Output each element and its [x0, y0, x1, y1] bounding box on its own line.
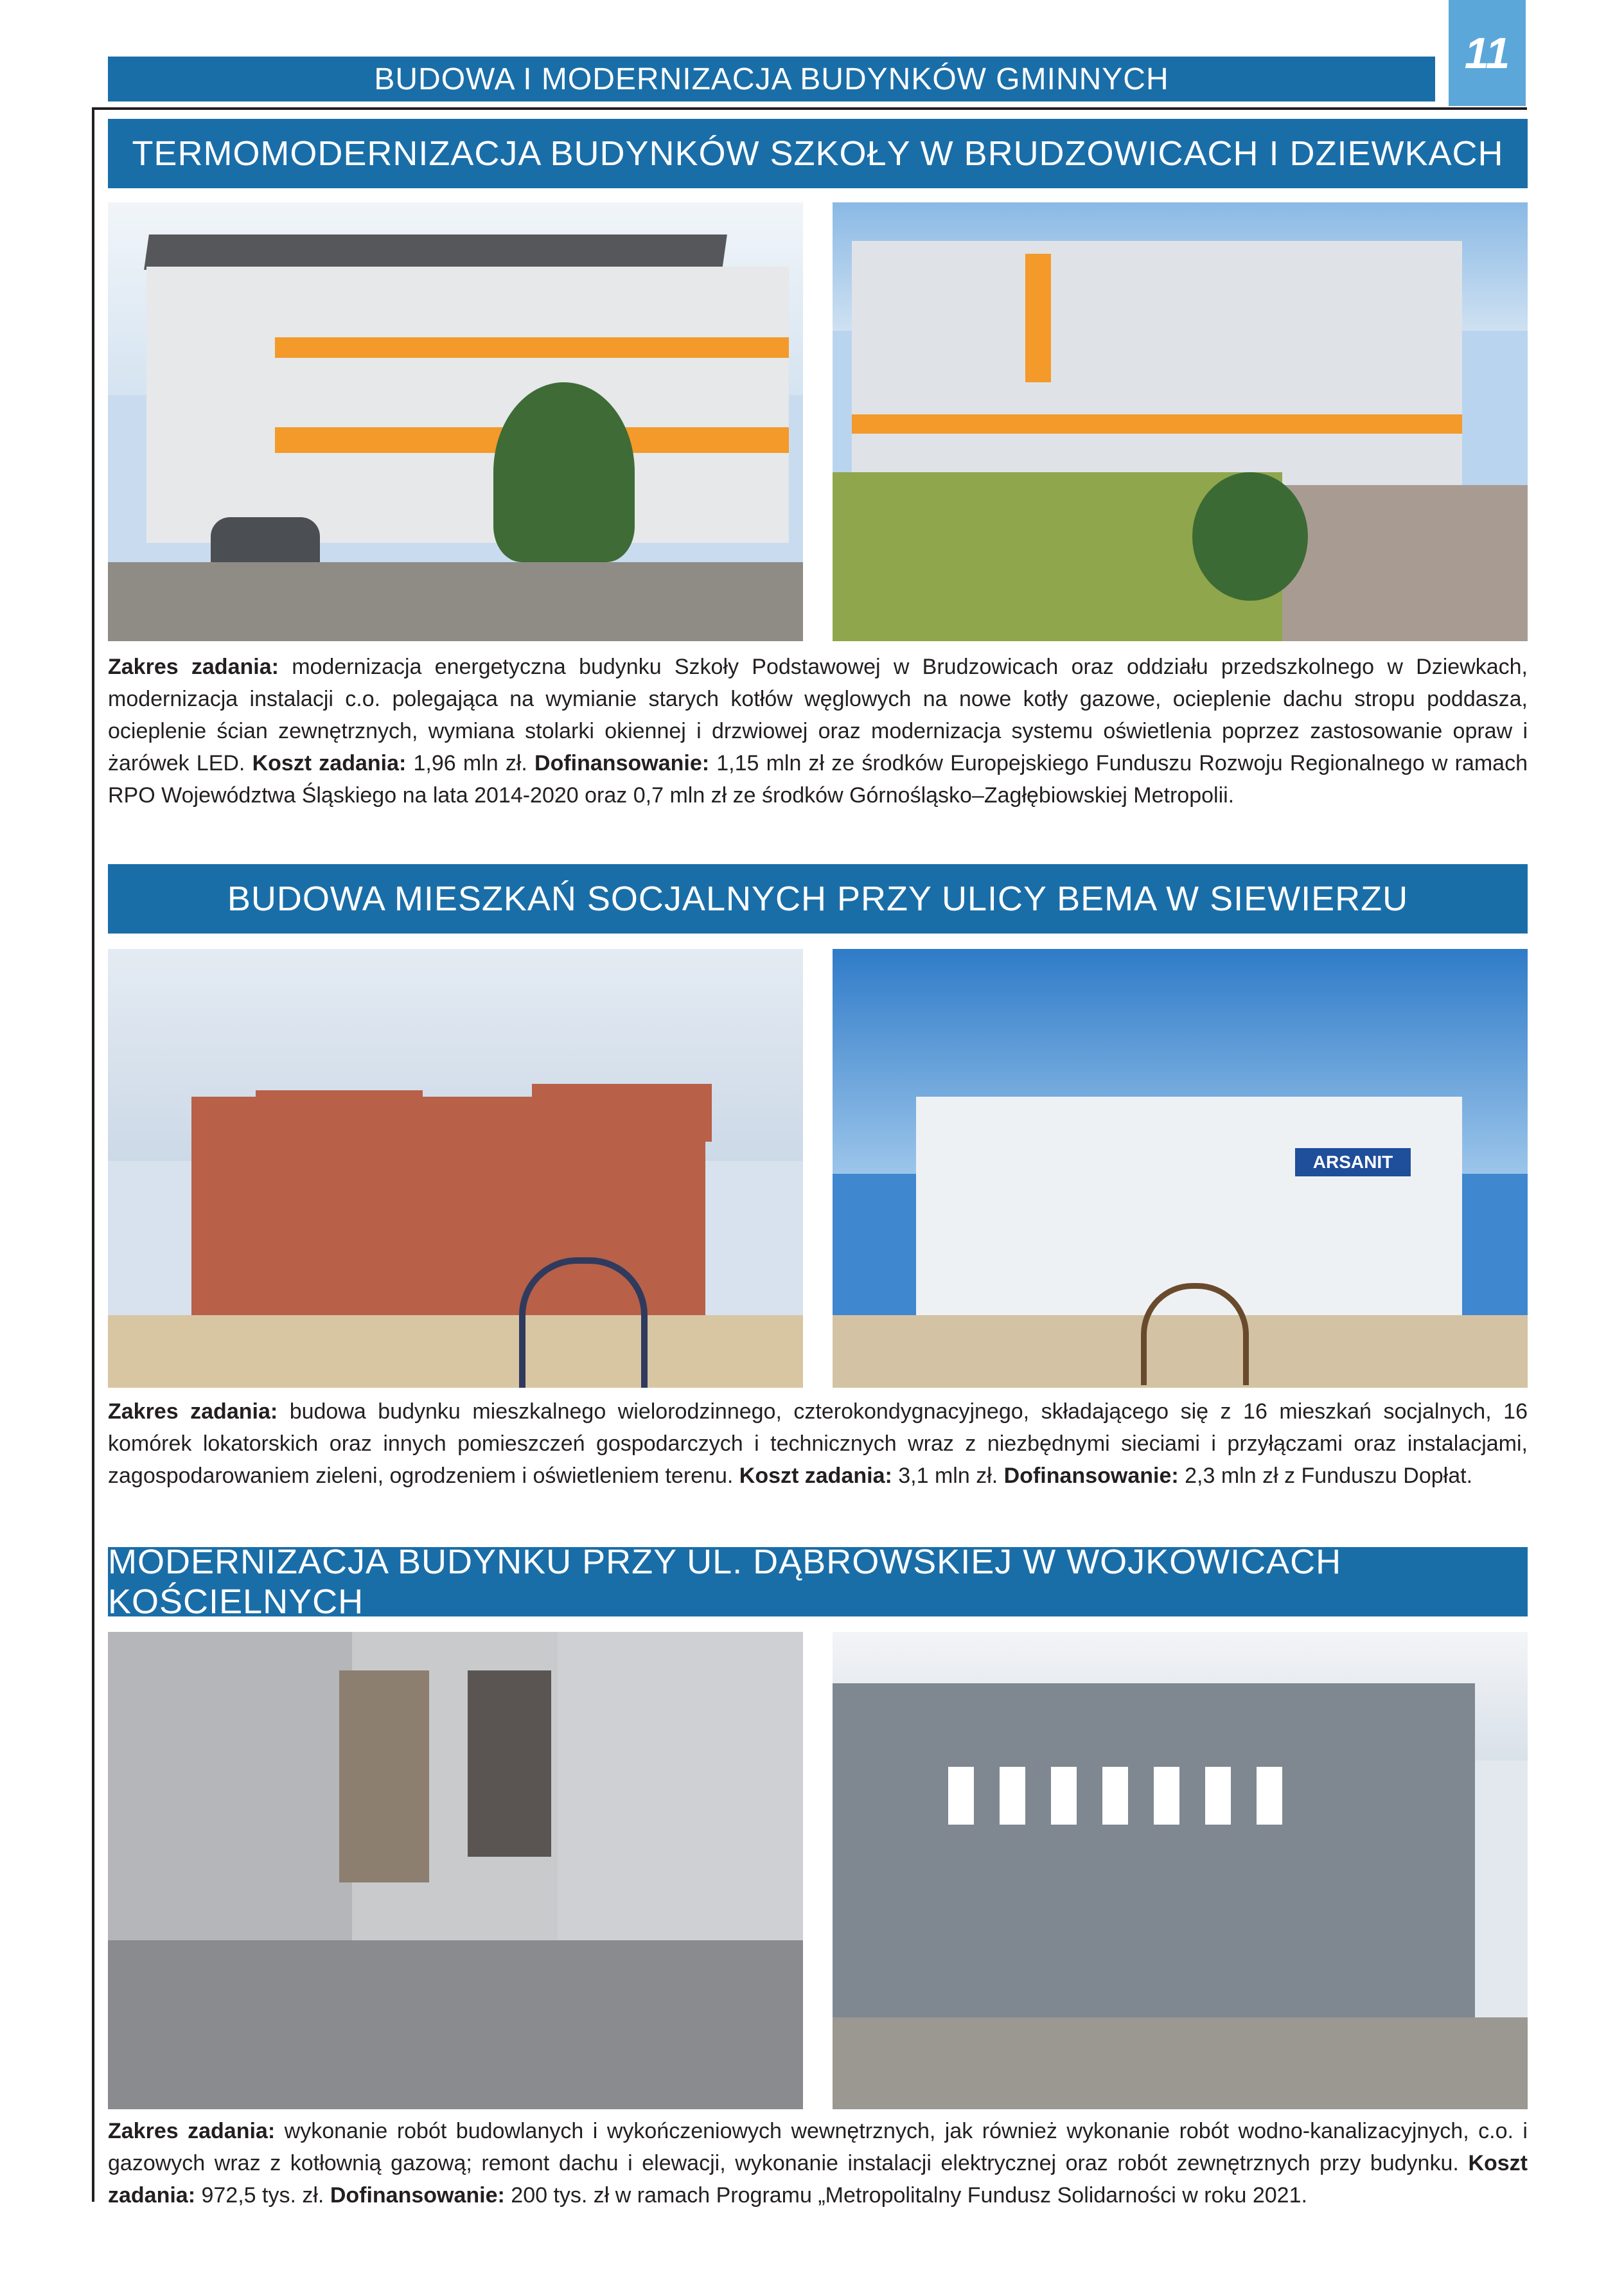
funding-label: Dofinansowanie: [1003, 1464, 1179, 1488]
photo-interior-corridor [108, 1632, 803, 2109]
funding-label: Dofinansowanie: [534, 751, 710, 775]
scope-label: Zakres zadania: [108, 2119, 276, 2143]
scope-label: Zakres zadania: [108, 1399, 278, 1424]
page-number: 11 [1449, 0, 1526, 106]
section-title-thermomodernization: TERMOMODERNIZACJA BUDYNKÓW SZKOŁY W BRUDZOWICACH I DZIEWKACH [108, 119, 1528, 188]
cost-label: Koszt zadania: [739, 1464, 892, 1488]
photo-swing [1141, 1283, 1249, 1385]
photo-tree [493, 382, 635, 562]
photo-pavement [1282, 485, 1528, 641]
photo-swing [519, 1257, 648, 1388]
funding-text: 1,15 mln zł ze środków Europejskiego Funduszu Rozwoju Regionalnego w ramach RPO Województwa Śląskiego na lata 2014-2020 oraz 0,7 mln zł ze środków Górnośląsko–Zagłębiowskiej Metropolii. [108, 751, 1528, 808]
photo-windows [948, 1767, 1308, 1825]
photo-wall [852, 241, 1462, 485]
photo-school-dziewki [833, 202, 1528, 641]
funding-text: 200 tys. zł w ramach Programu „Metropolitalny Fundusz Solidarności w roku 2021. [504, 2183, 1307, 2208]
photo-stairs [339, 1670, 429, 1882]
scope-text: budowa budynku mieszkalnego wielorodzinnego, czterokondygnacyjnego, składającego się z 16 mieszkań socjalnych, 16 komórek lokatorskich oraz innych pomieszczeń gospodarczych i technicznych wraz z niezbędnymi sieciami i przyłączami oraz instalacjami, zagospodarowaniem zieleni, ogrodzeniem i oświetleniem terenu. [108, 1399, 1528, 1488]
scope-label: Zakres zadania: [108, 655, 279, 679]
funding-label: Dofinansowanie: [330, 2183, 505, 2208]
section-title-building-modernization: MODERNIZACJA BUDYNKU PRZY UL. DĄBROWSKIEJ W WOJKOWICACH KOŚCIELNYCH [108, 1547, 1528, 1616]
photo-building-wrapped [916, 1097, 1462, 1315]
photo-road [833, 2017, 1528, 2109]
photo-brick-top-left [256, 1090, 423, 1142]
photo-banner: ARSANIT [1295, 1148, 1411, 1176]
cost-text: 972,5 tys. zł. [195, 2183, 330, 2208]
photo-orange-band [852, 414, 1462, 434]
photo-facade [833, 1683, 1475, 2017]
photo-wall [146, 267, 789, 543]
photo-brick-top-right [532, 1084, 712, 1142]
chapter-title: BUDOWA I MODERNIZACJA BUDYNKÓW GMINNYCH [108, 57, 1435, 102]
photo-school-brudzowice [108, 202, 803, 641]
section-title-social-housing: BUDOWA MIESZKAŃ SOCJALNYCH PRZY ULICY BEMA W SIEWIERZU [108, 864, 1528, 934]
photo-scaffolding [833, 949, 1528, 1388]
frame-line-top [92, 107, 1527, 110]
photo-doorway [468, 1670, 551, 1857]
photo-roof [144, 235, 727, 270]
cost-label: Koszt zadania: [108, 2151, 1528, 2208]
cost-text: 1,96 mln zł. [406, 751, 535, 775]
photo-floor-tiles [108, 1940, 803, 2109]
photo-orange-stripe [1025, 254, 1051, 382]
photo-ground [108, 562, 803, 641]
cost-text: 3,1 mln zł. [892, 1464, 1004, 1488]
cost-label: Koszt zadania: [252, 751, 407, 775]
scope-text: wykonanie robót budowlanych i wykończeniowych wewnętrznych, jak również wykonanie robót wodno-kanalizacyjnych, c.o. i gazowych wraz z kotłownią gazową; remont dachu i elewacji, wykonanie instalacji elektrycznej oraz robót zewnętrznych przy budynku. [108, 2119, 1528, 2175]
photo-orange-band-1 [275, 337, 789, 358]
section-description-3 [108, 2115, 1528, 2211]
frame-line-left [92, 107, 94, 2202]
photo-sand [108, 1315, 803, 1388]
funding-text: 2,3 mln zł z Funduszu Dopłat. [1178, 1464, 1473, 1488]
photo-bushes [1192, 472, 1308, 601]
photo-building-exterior [833, 1632, 1528, 2109]
scope-text: modernizacja energetyczna budynku Szkoły Podstawowej w Brudzowicach oraz oddziału przedszkolnego w Dziewkach, modernizacja instalacji c.o. polegająca na wymianie starych kotłów węglowych na nowe kotły gazowe, ocieplenie dachu stropu poddasza, ocieplenie ścian zewnętrznych, wymiana stolarki okiennej i drzwiowej oraz modernizacja systemu oświetlenia poprzez zastosowanie opraw i żarówek LED. [108, 655, 1528, 775]
photo-brick-construction [108, 949, 803, 1388]
section-description-2 [108, 1395, 1528, 1492]
section-description-1 [108, 651, 1528, 811]
